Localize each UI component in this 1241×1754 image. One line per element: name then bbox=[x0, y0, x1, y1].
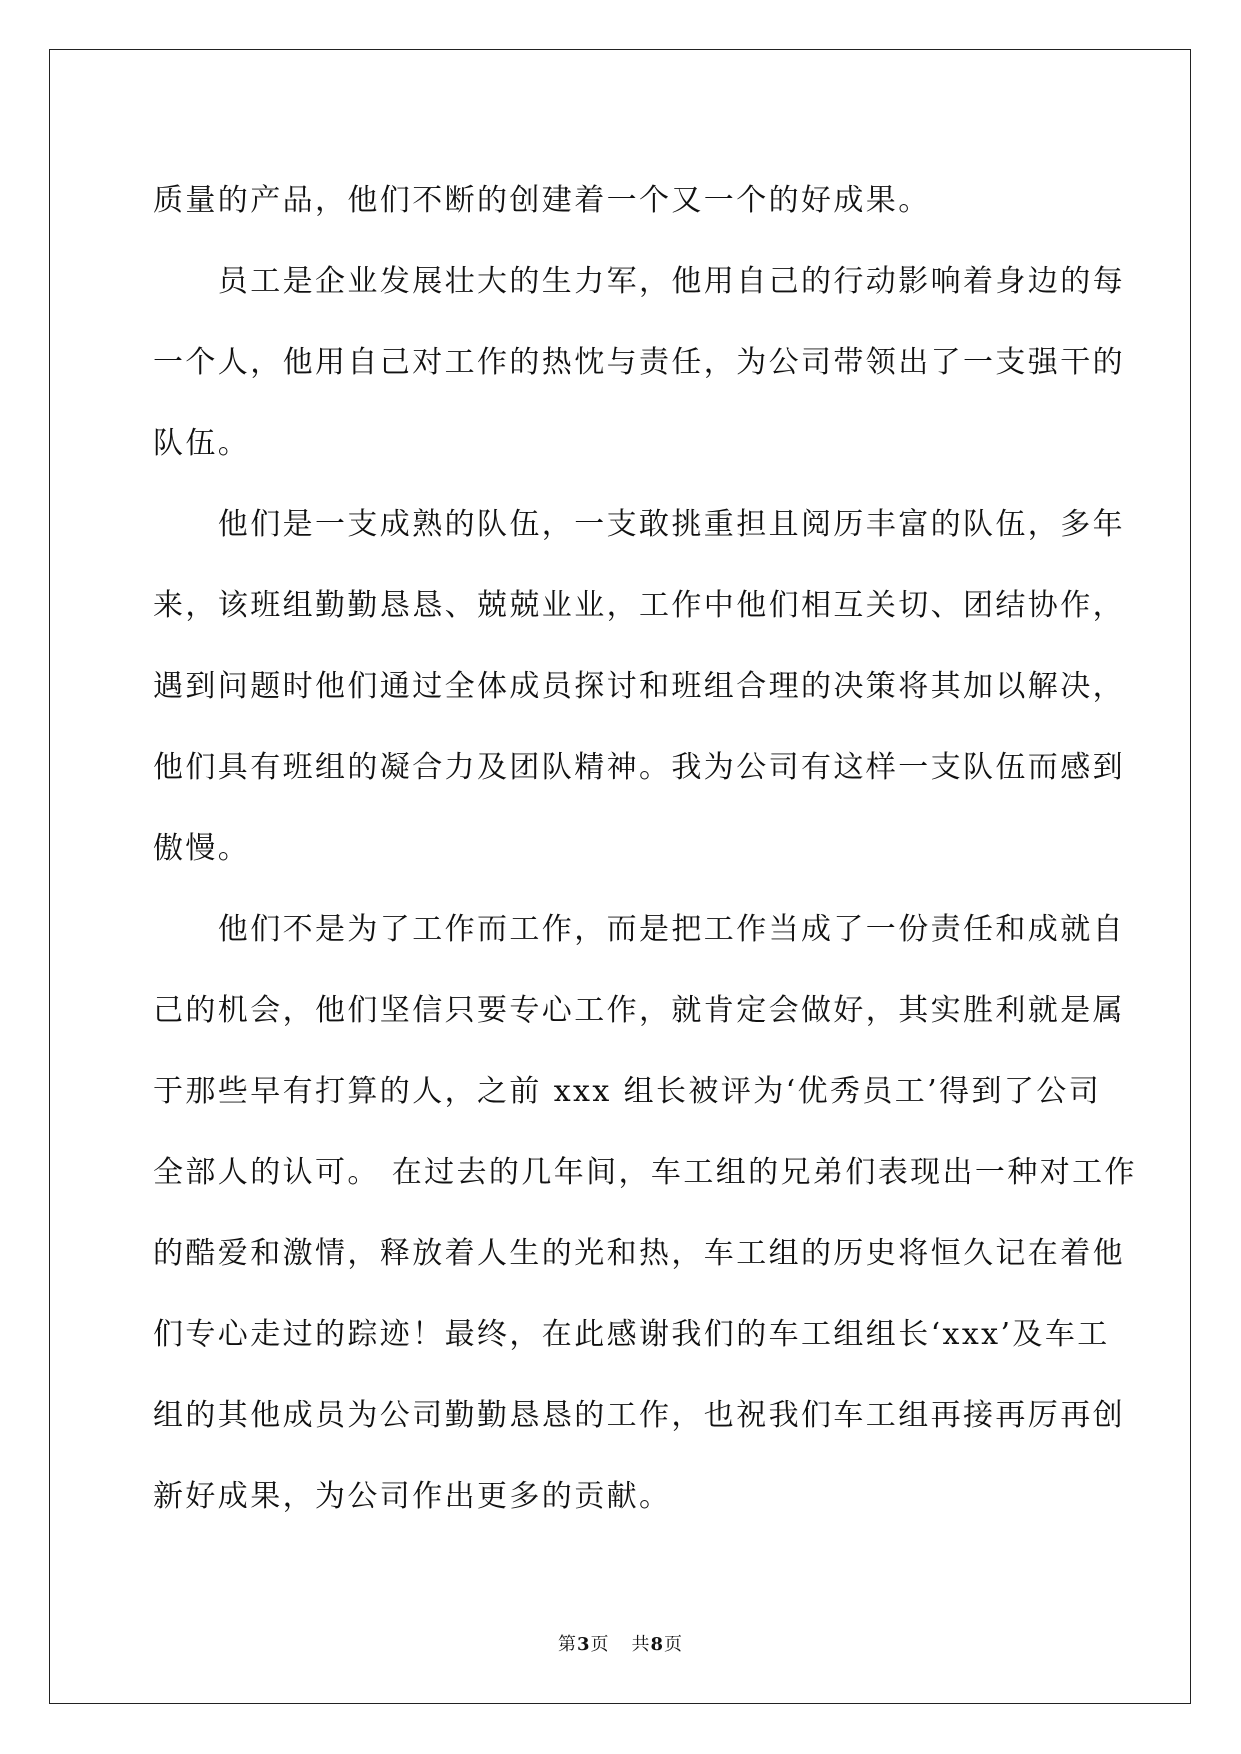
text-line-5: 他们是一支成熟的队伍，一支敢挑重担且阅历丰富的队伍，多年 bbox=[153, 507, 1125, 542]
document-body bbox=[153, 160, 1137, 1537]
total-prefix: 共 bbox=[631, 1634, 651, 1655]
current-page-number: 3 bbox=[576, 1634, 591, 1655]
text-line-11: 己的机会，他们坚信只要专心工作，就肯定会做好，其实胜利就是属 bbox=[153, 993, 1125, 1028]
text-line-4: 队伍。 bbox=[153, 426, 251, 461]
text-line-10: 他们不是为了工作而工作，而是把工作当成了一份责任和成就自 bbox=[153, 912, 1125, 947]
text-line-7: 遇到问题时他们通过全体成员探讨和班组合理的决策将其加以解决， bbox=[153, 669, 1125, 704]
page-footer bbox=[0, 1630, 1241, 1656]
text-line-2: 员工是企业发展壮大的生力军，他用自己的行动影响着身边的每 bbox=[153, 264, 1125, 299]
text-line-16: 组的其他成员为公司勤勤恳恳的工作，也祝我们车工组再接再厉再创 bbox=[153, 1398, 1125, 1433]
text-line-14: 的酷爱和激情，释放着人生的光和热，车工组的历史将恒久记在着他 bbox=[153, 1236, 1125, 1271]
text-line-6: 来，该班组勤勤恳恳、兢兢业业，工作中他们相互关切、团结协作， bbox=[153, 588, 1125, 623]
total-unit: 页 bbox=[664, 1634, 684, 1655]
text-line-1: 质量的产品，他们不断的创建着一个又一个的好成果。 bbox=[153, 183, 931, 218]
text-line-15: 们专心走过的踪迹！最终，在此感谢我们的车工组组长‘xxx’及车工 bbox=[153, 1317, 1110, 1352]
total-page-count: 8 bbox=[650, 1634, 665, 1655]
page-unit: 页 bbox=[590, 1634, 610, 1655]
page-prefix: 第 bbox=[557, 1634, 577, 1655]
text-line-17: 新好成果，为公司作出更多的贡献。 bbox=[153, 1479, 672, 1514]
text-line-13: 全部人的认可。 在过去的几年间，车工组的兄弟们表现出一种对工作 bbox=[153, 1155, 1137, 1190]
text-line-9: 傲慢。 bbox=[153, 831, 251, 866]
text-line-3: 一个人，他用自己对工作的热忱与责任，为公司带领出了一支强干的 bbox=[153, 345, 1125, 380]
text-line-12: 于那些早有打算的人，之前 xxx 组长被评为‘优秀员工’得到了公司 bbox=[153, 1074, 1102, 1109]
text-line-8: 他们具有班组的凝合力及团队精神。我为公司有这样一支队伍而感到 bbox=[153, 750, 1125, 785]
